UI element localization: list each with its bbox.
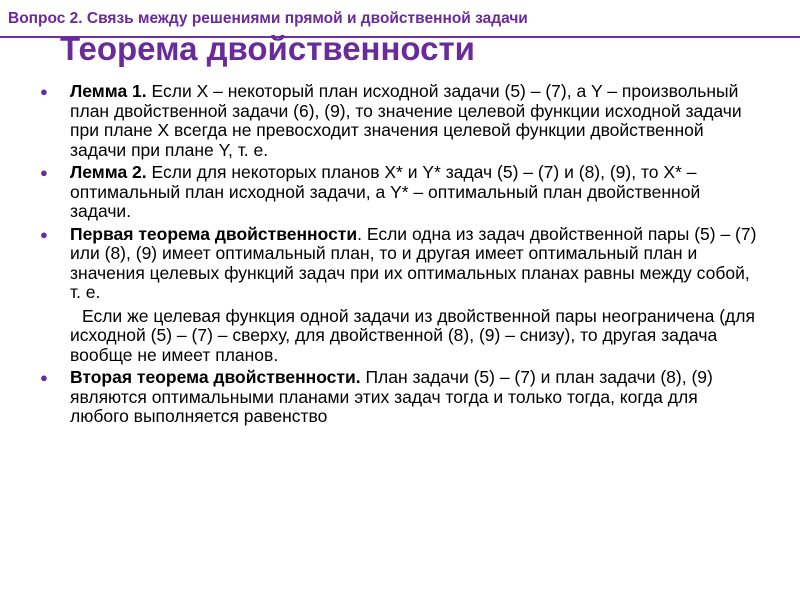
item-lead: Лемма 2. — [70, 162, 147, 182]
item-lead: Лемма 1. — [70, 81, 147, 101]
item-text: Если X – некоторый план исходной задачи (5) – (7), а Y – произвольный план двойственной задачи (6), (9), то значение целевой функции исходной задачи при плане X всегда не превосходит значения целевой функции двойственной задачи при плане Y, т. е. — [70, 81, 742, 160]
item-text: План задачи (5) – (7) и план задачи (8), (9) являются оптимальными планами этих задач тогда и только тогда, когда для любого выполняется равенство — [70, 367, 713, 426]
item-lead: Первая теорема двойственности — [70, 223, 358, 244]
item-lead: Вторая теорема двойственности. — [70, 367, 361, 387]
section-label: Вопрос 2. Связь между решениями прямой и двойственной задачи — [8, 10, 528, 27]
bullet-item-first-theorem — [40, 225, 760, 303]
bullet-item-lemma-2 — [40, 163, 760, 222]
theorem-paragraph: Если же целевая функция одной задачи из двойственной пары неограничена (для исходной (5) – (7) – сверху, для двойственной (8), (9) – снизу), то другая задача вообще не имеет планов. — [70, 305, 755, 365]
bullet-icon: ● — [40, 370, 48, 385]
item-text: . Если одна из задач двойственной пары (5) – (7) или (8), (9) имеет оптимальный план, то и другая имеет оптимальный план и значения целевых функций задач при их оптимальных планах равны между собой, т. е. — [70, 223, 757, 302]
bullet-item-second-theorem — [40, 368, 760, 427]
bullet-icon: ● — [40, 226, 48, 242]
slide-content — [40, 82, 760, 427]
bullet-item-lemma-1 — [40, 82, 760, 160]
bullet-icon: ● — [40, 165, 48, 180]
item-text: Если для некоторых планов X* и Y* задач (5) – (7) и (8), (9), то X* – оптимальный план исходной задачи, а Y* – оптимальный план двойственной задачи. — [70, 162, 701, 221]
slide-title: Теорема двойственности — [60, 30, 475, 67]
bullet-icon: ● — [40, 84, 48, 99]
